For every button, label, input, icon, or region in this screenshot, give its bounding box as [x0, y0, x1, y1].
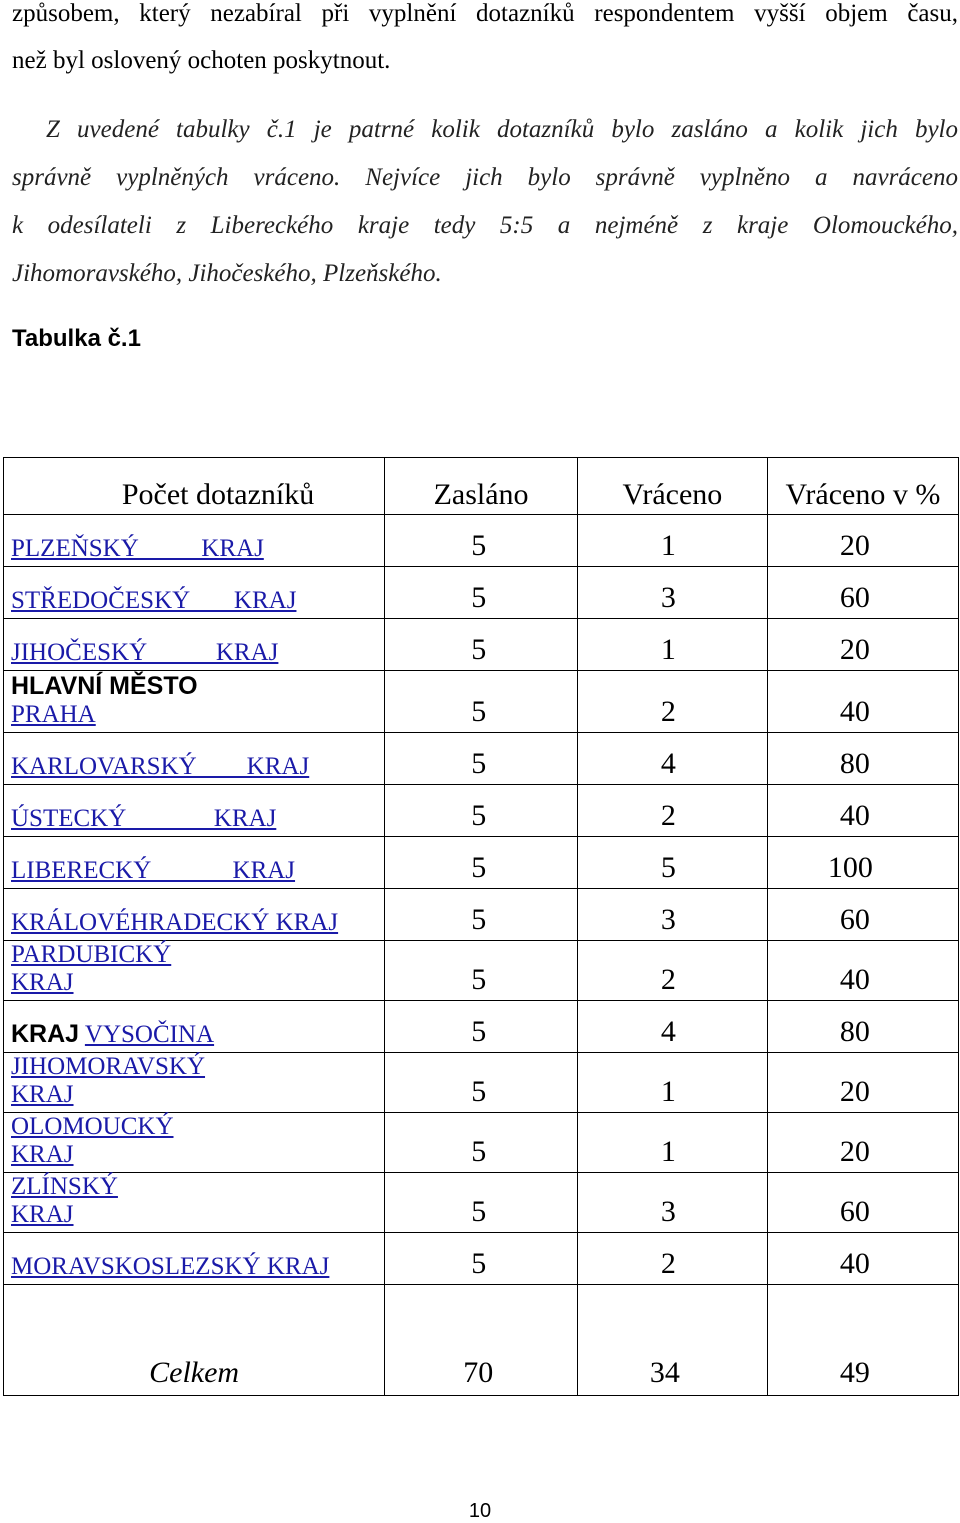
sent-cell: 5 — [385, 1233, 578, 1285]
returned-cell: 2 — [578, 671, 768, 733]
percent-cell: 40 — [768, 1233, 959, 1285]
percent-cell: 40 — [768, 941, 959, 1001]
returned-cell: 3 — [578, 1173, 768, 1233]
percent-cell: 80 — [768, 733, 959, 785]
region-cell — [4, 941, 385, 1001]
region-prefix: KRAJ — [11, 1020, 80, 1048]
sent-cell: 5 — [385, 515, 578, 567]
total-label: Celkem — [4, 1285, 385, 1396]
sent-cell: 5 — [385, 1173, 578, 1233]
region-prefix: HLAVNÍ MĚSTO — [11, 672, 198, 700]
region-link[interactable]: JIHOČESKÝ KRAJ — [11, 639, 279, 666]
header-percent: Vráceno v % — [768, 458, 959, 515]
percent-cell: 40 — [768, 785, 959, 837]
region-link[interactable]: VYSOČINA — [84, 1021, 215, 1048]
header-regions: Počet dotazníků — [4, 458, 385, 515]
table-row — [4, 1001, 959, 1053]
table-header-row — [4, 458, 959, 515]
region-cell — [4, 785, 385, 837]
percent-cell: 60 — [768, 889, 959, 941]
region-cell — [4, 671, 385, 733]
total-percent: 49 — [768, 1285, 959, 1396]
region-link[interactable]: KRAJ — [11, 1201, 74, 1228]
sent-cell: 5 — [385, 889, 578, 941]
sent-cell: 5 — [385, 1001, 578, 1053]
total-sent: 70 — [385, 1285, 578, 1396]
table-row — [4, 1053, 959, 1113]
region-link[interactable]: STŘEDOČESKÝ KRAJ — [11, 587, 297, 614]
region-cell — [4, 889, 385, 941]
sent-cell: 5 — [385, 671, 578, 733]
percent-cell: 100 — [768, 837, 959, 889]
percent-cell: 20 — [768, 1053, 959, 1113]
percent-cell: 20 — [768, 619, 959, 671]
region-cell — [4, 1053, 385, 1113]
region-link[interactable]: PRAHA — [11, 701, 96, 728]
table-row — [4, 1173, 959, 1233]
region-cell — [4, 1173, 385, 1233]
sent-cell: 5 — [385, 1053, 578, 1113]
sent-cell: 5 — [385, 619, 578, 671]
returned-cell: 3 — [578, 567, 768, 619]
header-returned: Vráceno — [578, 458, 768, 515]
table-row — [4, 733, 959, 785]
region-link[interactable]: JIHOMORAVSKÝ — [11, 1053, 206, 1080]
returned-cell: 5 — [578, 837, 768, 889]
region-cell — [4, 619, 385, 671]
table-row — [4, 567, 959, 619]
table-row — [4, 837, 959, 889]
returned-cell: 2 — [578, 785, 768, 837]
paragraph-line: než byl oslovený ochoten poskytnout. — [12, 47, 391, 74]
paragraph-line: k odesílateli z Libereckého kraje tedy 5:5 a nejméně z kraje Olomouckého, — [12, 212, 958, 239]
region-cell — [4, 837, 385, 889]
table-row — [4, 889, 959, 941]
region-link[interactable]: LIBERECKÝ KRAJ — [11, 857, 296, 884]
table-row — [4, 1233, 959, 1285]
percent-cell: 20 — [768, 1113, 959, 1173]
percent-cell: 60 — [768, 567, 959, 619]
sent-cell: 5 — [385, 1113, 578, 1173]
total-returned: 34 — [578, 1285, 768, 1396]
table-row — [4, 619, 959, 671]
table-row — [4, 941, 959, 1001]
paragraph-line: způsobem, který nezabíral při vyplnění dotazníků respondentem vyšší objem času, — [12, 0, 958, 27]
region-cell — [4, 1233, 385, 1285]
sent-cell: 5 — [385, 567, 578, 619]
returned-cell: 3 — [578, 889, 768, 941]
table-row — [4, 785, 959, 837]
region-link[interactable]: ZLÍNSKÝ — [11, 1173, 118, 1200]
region-link[interactable]: KRAJ — [11, 969, 74, 996]
percent-cell: 60 — [768, 1173, 959, 1233]
region-cell — [4, 1001, 385, 1053]
paragraph-line: Z uvedené tabulky č.1 je patrné kolik dotazníků bylo zasláno a kolik jich bylo — [46, 116, 958, 143]
returned-cell: 2 — [578, 1233, 768, 1285]
returned-cell: 1 — [578, 1113, 768, 1173]
region-link[interactable]: KRAJ — [11, 1141, 74, 1168]
page-number: 10 — [468, 1500, 492, 1522]
returned-cell: 2 — [578, 941, 768, 1001]
region-link[interactable]: KRAJ — [11, 1081, 74, 1108]
sent-cell: 5 — [385, 785, 578, 837]
region-link[interactable]: ÚSTECKÝ KRAJ — [11, 805, 277, 832]
table-row — [4, 671, 959, 733]
returned-cell: 1 — [578, 515, 768, 567]
table-row — [4, 1113, 959, 1173]
returned-cell: 1 — [578, 1053, 768, 1113]
returned-cell: 1 — [578, 619, 768, 671]
returned-cell: 4 — [578, 733, 768, 785]
region-cell — [4, 515, 385, 567]
percent-cell: 80 — [768, 1001, 959, 1053]
returned-cell: 4 — [578, 1001, 768, 1053]
region-cell — [4, 1113, 385, 1173]
survey-table — [3, 457, 959, 1396]
paragraph-line: správně vyplněných vráceno. Nejvíce jich bylo správně vyplněno a navráceno — [12, 164, 958, 191]
region-link[interactable]: OLOMOUCKÝ — [11, 1113, 174, 1140]
sent-cell: 5 — [385, 837, 578, 889]
percent-cell: 20 — [768, 515, 959, 567]
table-total-row — [4, 1285, 959, 1396]
paragraph-line: Jihomoravského, Jihočeského, Plzeňského. — [12, 260, 442, 287]
sent-cell: 5 — [385, 733, 578, 785]
sent-cell: 5 — [385, 941, 578, 1001]
table-row — [4, 515, 959, 567]
region-link[interactable]: MORAVSKOSLEZSKÝ KRAJ — [11, 1253, 330, 1280]
region-link[interactable]: PLZEŇSKÝ KRAJ — [11, 535, 264, 562]
region-link[interactable]: PARDUBICKÝ — [11, 941, 172, 968]
percent-cell: 40 — [768, 671, 959, 733]
table-caption: Tabulka č.1 — [12, 325, 141, 352]
region-link[interactable]: KRÁLOVÉHRADECKÝ KRAJ — [11, 909, 339, 936]
header-sent: Zasláno — [385, 458, 578, 515]
region-cell — [4, 733, 385, 785]
region-link[interactable]: KARLOVARSKÝ KRAJ — [11, 753, 310, 780]
region-cell — [4, 567, 385, 619]
